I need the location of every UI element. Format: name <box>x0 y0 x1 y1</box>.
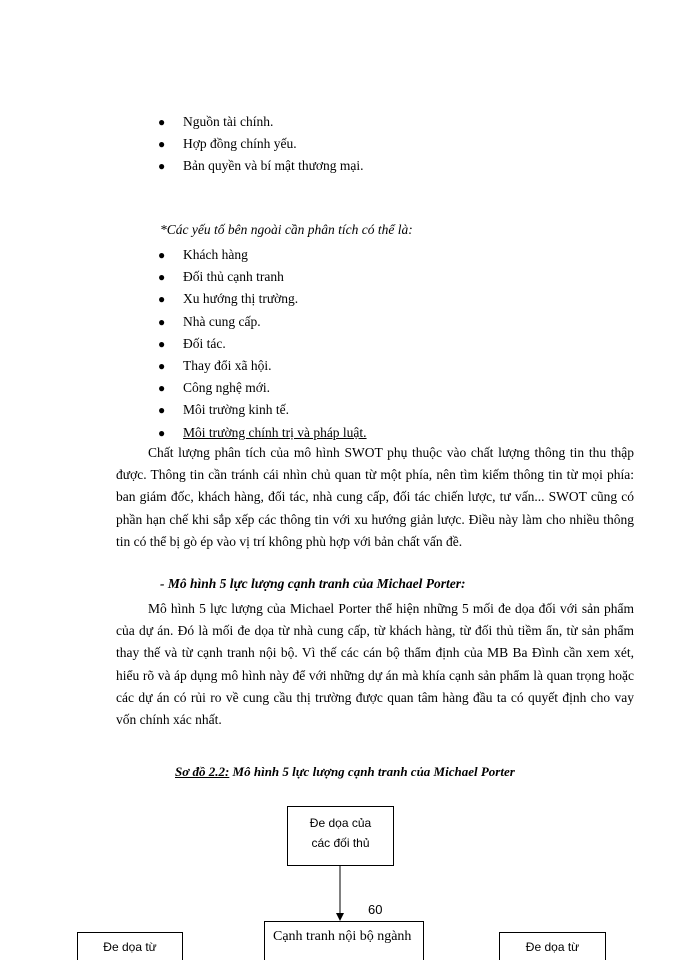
porter-paragraph: Mô hình 5 lực lượng của Michael Porter thể hiện những 5 mối đe dọa đối với sản phẩm của dự án. Đó là mối đe dọa từ nhà cung cấp, từ khách hàng, từ đối thủ tiềm ẩn, từ sản phẩm thay thế và từ cạnh tranh nội bộ. Vì thế các cán bộ thẩm định của MB Ba Đình cần xem xét, hiểu rõ và áp dụng mô hình này để với những dự án mà khía cạnh sản phẩm là quan trọng hoặc các dự án có rủi ro về cung cầu thị trường được quan tâm hàng đầu ta có quyết định cho vay vốn chính xác nhất. <box>116 601 634 728</box>
bullet-icon: ● <box>158 159 166 174</box>
bullet-icon: ● <box>158 358 166 373</box>
threat-right-box: Đe dọa từ <box>499 932 606 960</box>
bullet-icon: ● <box>158 403 166 418</box>
bullet-icon: ● <box>158 381 166 396</box>
bullet-icon: ● <box>158 292 166 307</box>
list-item: ● Hợp đồng chính yếu. <box>160 133 364 155</box>
page-number: 60 <box>368 902 383 917</box>
list-item: ● Nhà cung cấp. <box>160 311 367 333</box>
list-item: ● Xu hướng thị trường. <box>160 288 367 310</box>
diagram-caption-title: Mô hình 5 lực lượng cạnh tranh của Michael Porter <box>229 764 515 779</box>
external-factors-heading: *Các yếu tố bên ngoài cần phân tích có thể là: <box>160 222 413 237</box>
list-item: ● Môi trường chính trị và pháp luật. <box>160 422 367 444</box>
bullet-icon: ● <box>158 248 166 262</box>
swot-paragraph: Chất lượng phân tích của mô hình SWOT phụ thuộc vào chất lượng thông tin thu thập được. Thông tin cần tránh cái nhìn chủ quan từ một phía, nên tìm kiếm thông tin từ mọi phía: ban giám đốc, khách hàng, đối tác, nhà cung cấp, đối tác chiến lược, tư vấn... SWOT cũng có phần hạn chế khi sắp xếp các thông tin với xu hướng giản lược. Điều này làm cho nhiều thông tin có thể bị gò ép vào vị trí không phù hợp với bản chất vấn đề. <box>116 445 634 549</box>
bullet-icon: ● <box>158 425 166 440</box>
diagram-caption-label: Sơ đồ 2.2: <box>175 764 230 779</box>
bullet-icon: ● <box>158 314 166 329</box>
arrowhead-icon <box>336 913 344 921</box>
list-item: ● Khách hàng <box>160 244 367 266</box>
box-line: các đối thủ <box>311 836 370 850</box>
threat-new-entrants-box <box>287 806 394 866</box>
list-item: ● Nguồn tài chính. <box>160 111 364 133</box>
bullet-icon: ● <box>158 137 166 152</box>
threat-left-box: Đe dọa từ <box>77 932 183 960</box>
industry-rivalry-box: Cạnh tranh nội bộ ngành <box>264 921 424 960</box>
list-item: ● Đối thủ cạnh tranh <box>160 266 367 288</box>
list-item: ● Đối tác. <box>160 333 367 355</box>
external-factors-list <box>160 244 367 444</box>
list-item: ● Công nghệ mới. <box>160 377 367 399</box>
bullet-icon: ● <box>158 336 166 351</box>
bullet-icon: ● <box>158 270 166 285</box>
list-item: ● Môi trường kinh tế. <box>160 399 367 421</box>
bullet-icon: ● <box>158 115 166 129</box>
list-item: ● Thay đổi xã hội. <box>160 355 367 377</box>
box-line: Đe dọa của <box>309 816 372 830</box>
list-item: ● Bản quyền và bí mật thương mại. <box>160 155 364 177</box>
porter-heading: - Mô hình 5 lực lượng cạnh tranh của Michael Porter: <box>160 576 466 591</box>
diagram-caption <box>175 764 515 780</box>
internal-factors-list <box>160 111 364 178</box>
